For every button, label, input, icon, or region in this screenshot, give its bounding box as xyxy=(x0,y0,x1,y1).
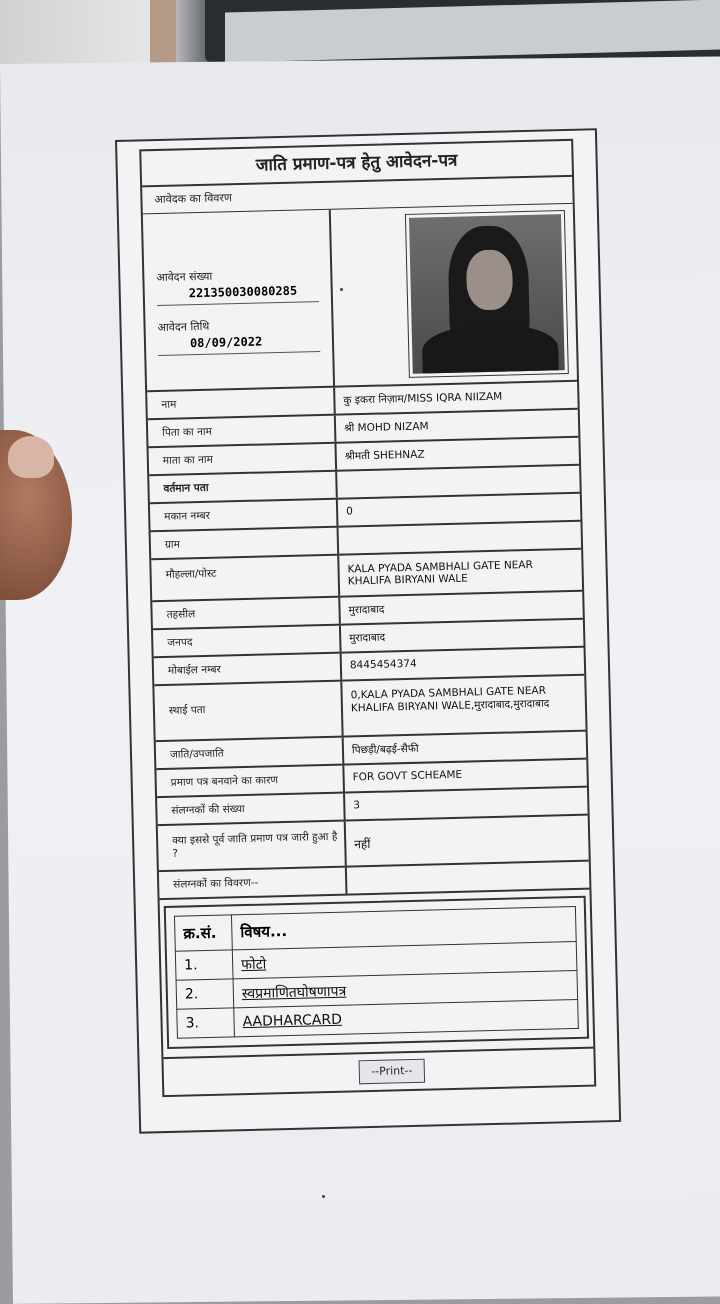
field-value: मुरादाबाद xyxy=(349,631,386,645)
attachment-link-photo[interactable]: फोटो xyxy=(240,956,267,973)
field-label: नाम xyxy=(147,388,336,419)
paper-speck xyxy=(322,1195,325,1198)
attachment-link-aadhar[interactable]: AADHARCARD xyxy=(242,1011,343,1031)
field-label: प्रमाण पत्र बनवाने का कारण xyxy=(156,766,345,797)
divider xyxy=(158,351,320,356)
field-label: संलग्नकों की संख्या xyxy=(157,794,346,825)
field-label: जाति/उपजाति xyxy=(156,738,345,769)
field-value: 0,KALA PYADA SAMBHALI GATE NEAR KHALIFA BIRYANI WALE,मुरादाबाद,मुरादाबाद xyxy=(350,684,550,715)
field-value xyxy=(337,466,580,498)
form-title: जाति प्रमाण-पत्र हेतु आवेदन-पत्र xyxy=(141,141,572,187)
row-permanent-address xyxy=(154,676,585,742)
field-value: पिछड़ी/बढ़ई-सैफी xyxy=(351,742,419,757)
field-value: KALA PYADA SAMBHALI GATE NEAR KHALIFA BIRYANI WALE xyxy=(347,558,533,588)
field-value: मुरादाबाद xyxy=(348,603,385,617)
photo-body xyxy=(422,324,559,374)
column-subject: विषय... xyxy=(231,906,576,949)
attachment-serial: 2. xyxy=(176,979,234,1009)
application-info-block xyxy=(143,204,577,392)
print-button[interactable]: --Print-- xyxy=(359,1059,426,1085)
applicant-photo xyxy=(409,214,565,374)
section-applicant-details: आवेदक का विवरण xyxy=(142,177,573,214)
field-label: स्थाई पता xyxy=(154,682,343,741)
field-value: श्रीमती SHEHNAZ xyxy=(344,448,425,463)
column-serial-number: क्र.सं. xyxy=(174,915,232,951)
attachments-panel xyxy=(164,896,589,1049)
field-value xyxy=(339,522,582,554)
field-label: ग्राम xyxy=(151,528,340,559)
field-value xyxy=(347,862,590,894)
field-value: श्री MOHD NIZAM xyxy=(343,420,429,435)
field-value: 0 xyxy=(345,505,353,518)
form-inner xyxy=(139,139,596,1097)
photo-cell xyxy=(331,204,577,386)
attachment-serial: 1. xyxy=(175,950,233,980)
background-post xyxy=(150,0,176,70)
field-label: मोबाईल नम्बर xyxy=(154,654,343,685)
attachments-table xyxy=(174,906,579,1039)
field-label: मकान नम्बर xyxy=(150,500,339,531)
application-number: 221350030080285 xyxy=(188,283,298,301)
field-label: मौहल्ला/पोस्ट xyxy=(151,556,340,601)
applicant-photo-frame xyxy=(405,210,569,378)
attachment-serial: 3. xyxy=(177,1008,235,1038)
field-label: तहसील xyxy=(152,598,341,629)
field-value: 8445454374 xyxy=(349,657,417,672)
application-info xyxy=(143,210,335,391)
paper-speck xyxy=(340,288,343,291)
field-label: संलग्नकों का विवरण-- xyxy=(159,868,348,899)
field-label: माता का नाम xyxy=(149,444,338,475)
details-table xyxy=(147,382,589,900)
caste-certificate-application xyxy=(115,128,621,1133)
field-value: नहीं xyxy=(354,836,371,852)
field-label: पिता का नाम xyxy=(148,416,337,447)
field-value: कु इकरा निज़ाम/MISS IQRA NIIZAM xyxy=(343,390,503,407)
print-row xyxy=(163,1047,594,1095)
field-label: वर्तमान पता xyxy=(149,472,338,503)
divider xyxy=(157,301,319,306)
field-label: जनपद xyxy=(153,626,342,657)
field-label: क्या इससे पूर्व जाति प्रमाण पत्र जारी हुआ है ? xyxy=(158,822,347,871)
field-value: 3 xyxy=(353,799,361,812)
photo-face xyxy=(466,249,513,310)
application-date: 08/09/2022 xyxy=(189,334,263,351)
attachment-link-self-declaration[interactable]: स्वप्रमाणितघोषणापत्र xyxy=(241,983,347,1002)
field-value: FOR GOVT SCHEAME xyxy=(352,768,463,784)
application-number-label: आवेदन संख्या xyxy=(156,269,213,285)
application-date-label: आवेदन तिथि xyxy=(157,319,210,335)
thumbnail-nail xyxy=(8,436,54,478)
